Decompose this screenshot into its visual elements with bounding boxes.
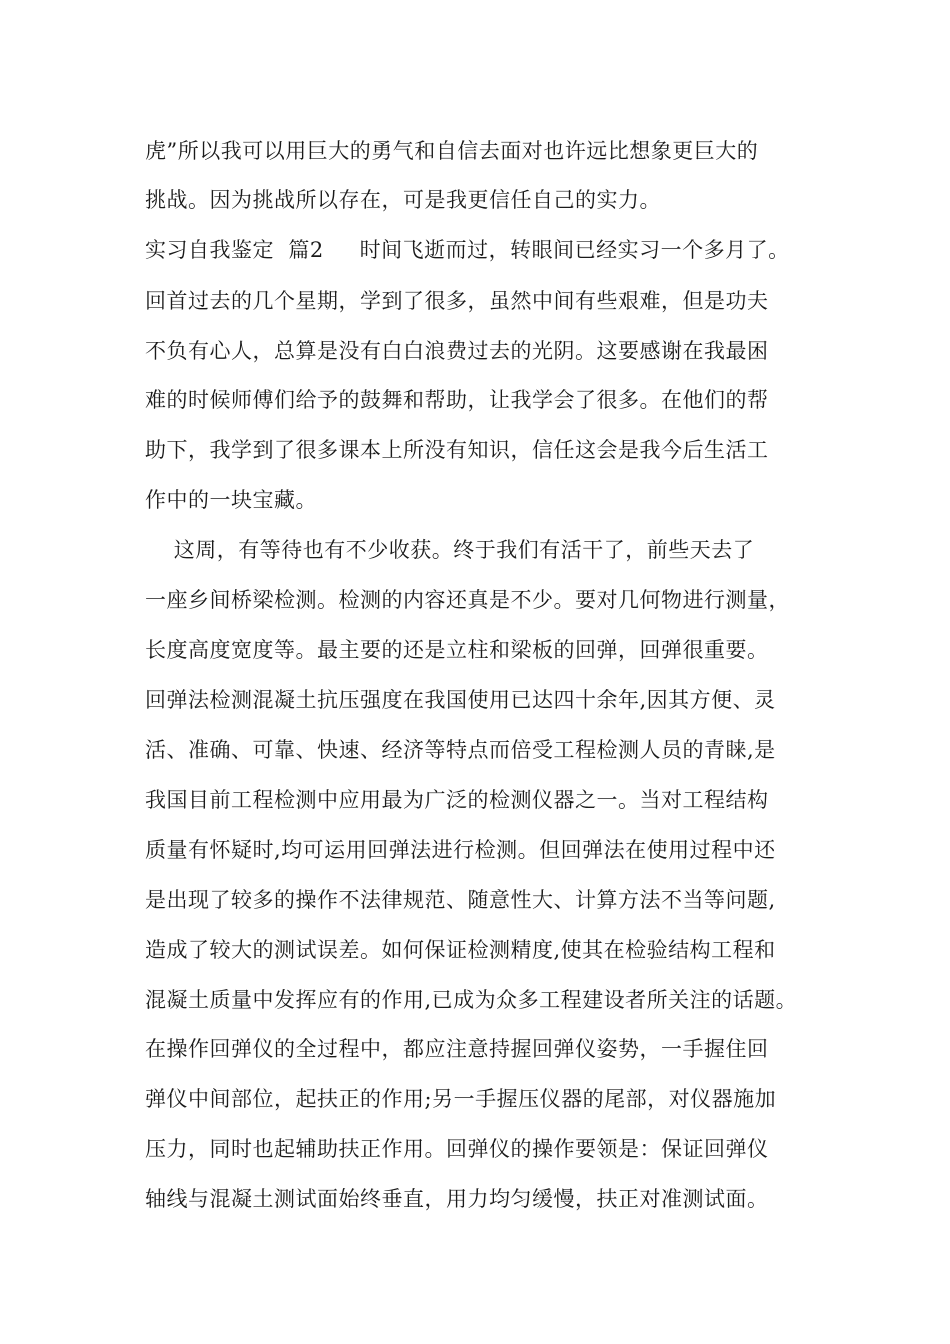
text-line: 质量有怀疑时,均可运用回弹法进行检测。但回弹法在使用过程中还 xyxy=(145,838,776,862)
text-line: 一座乡间桥梁检测。检测的内容还真是不少。要对几何物进行测量， xyxy=(145,588,790,612)
text-line: 压力，同时也起辅助扶正作用。回弹仪的操作要领是：保证回弹仪 xyxy=(145,1137,769,1161)
text-line: 是出现了较多的操作不法律规范、随意性大、计算方法不当等问题, xyxy=(145,888,776,912)
text-line: 我国目前工程检测中应用最为广泛的检测仪器之一。当对工程结构 xyxy=(145,788,769,812)
text-line: 弹仪中间部位，起扶正的作用;另一手握压仪器的尾部，对仪器施加 xyxy=(145,1087,777,1111)
text-line: 在操作回弹仪的全过程中，都应注意持握回弹仪姿势，一手握住回 xyxy=(145,1037,769,1061)
text-line: 难的时候师傅们给予的鼓舞和帮助，让我学会了很多。在他们的帮 xyxy=(145,388,769,412)
text-line: 长度高度宽度等。最主要的还是立柱和梁板的回弹，回弹很重要。 xyxy=(145,638,769,662)
text-line: 活、准确、可靠、快速、经济等特点而倍受工程检测人员的青睐,是 xyxy=(145,738,776,762)
text-line: 实习自我鉴定 篇2 时间飞逝而过，转眼间已经实习一个多月了。 xyxy=(145,238,790,262)
text-line: 混凝土质量中发挥应有的作用,已成为众多工程建设者所关注的话题。 xyxy=(145,988,798,1012)
text-line: 回弹法检测混凝土抗压强度在我国使用已达四十余年,因其方便、灵 xyxy=(145,688,776,712)
text-line: 挑战。因为挑战所以存在，可是我更信任自己的实力。 xyxy=(145,188,661,212)
text-line: 不负有心人，总算是没有白白浪费过去的光阴。这要感谢在我最困 xyxy=(145,339,769,363)
text-line: 这周，有等待也有不少收获。终于我们有活干了，前些天去了 xyxy=(145,538,755,562)
text-line: 助下，我学到了很多课本上所没有知识，信任这会是我今后生活工 xyxy=(145,438,769,462)
text-line: 虎”所以我可以用巨大的勇气和自信去面对也许远比想象更巨大的 xyxy=(145,139,759,163)
text-line: 作中的一块宝藏。 xyxy=(145,488,317,512)
text-line: 回首过去的几个星期，学到了很多，虽然中间有些艰难，但是功夫 xyxy=(145,289,769,313)
text-line: 轴线与混凝土测试面始终垂直，用力均匀缓慢，扶正对准测试面。 xyxy=(145,1187,769,1211)
text-line: 造成了较大的测试误差。如何保证检测精度,使其在检验结构工程和 xyxy=(145,938,776,962)
